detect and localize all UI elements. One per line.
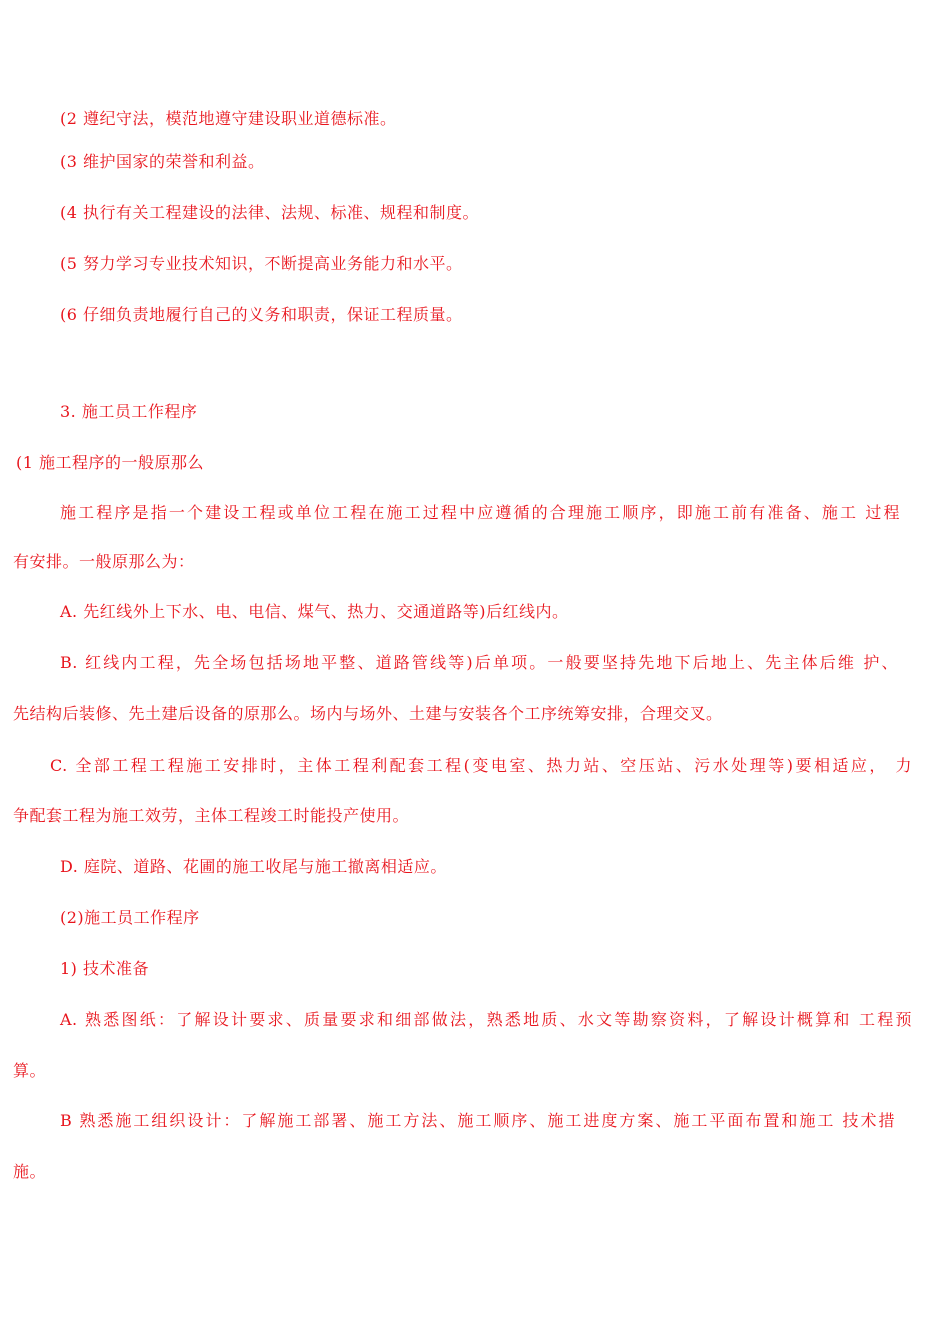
principle-item-b: B. 红线内工程，先全场包括场地平整、道路管线等)后单项。一般要坚持先地下后地上、先主体后维 护、	[60, 653, 898, 672]
principle-item-c: C. 全部工程工程施工安排时，主体工程利配套工程(变电室、热力站、空压站、污水处理等)要相适应， 力	[50, 756, 912, 775]
subheading-2: (2)施工员工作程序	[60, 908, 200, 927]
prep-item-a-cont: 算。	[13, 1061, 47, 1080]
section-heading-3: 3. 施工员工作程序	[60, 402, 198, 421]
prep-item-b-cont: 施。	[13, 1162, 47, 1181]
paragraph-line: 施工程序是指一个建设工程或单位工程在施工过程中应遵循的合理施工顺序，即施工前有准备、施工 过程	[60, 503, 900, 522]
subheading-1: (1 施工程序的一般原那么	[16, 453, 205, 472]
duty-item-6: (6 仔细负责地履行自己的义务和职责，保证工程质量。	[60, 305, 463, 324]
prep-item-b: B 熟悉施工组织设计：了解施工部署、施工方法、施工顺序、施工进度方案、施工平面布置和施工 技术措	[60, 1111, 895, 1130]
principle-item-b-cont: 先结构后装修、先土建后设备的原那么。场内与场外、土建与安装各个工序统筹安排，合理交叉。	[13, 704, 723, 723]
prep-item-a: A. 熟悉图纸：了解设计要求、质量要求和细部做法，熟悉地质、水文等勘察资料，了解设计概算和 工程预	[60, 1010, 912, 1029]
paragraph-line: 有安排。一般原那么为：	[13, 552, 195, 571]
principle-item-a: A. 先红线外上下水、电、电信、煤气、热力、交通道路等)后红线内。	[60, 602, 569, 621]
principle-item-c-cont: 争配套工程为施工效劳，主体工程竣工时能投产使用。	[13, 806, 410, 825]
duty-item-3: (3 维护国家的荣誉和利益。	[60, 152, 265, 171]
duty-item-2: (2 遵纪守法，模范地遵守建设职业道德标准。	[60, 109, 397, 128]
principle-item-d: D. 庭院、道路、花圃的施工收尾与施工撤离相适应。	[60, 857, 447, 876]
duty-item-5: (5 努力学习专业技术知识，不断提高业务能力和水平。	[60, 254, 463, 273]
duty-item-4: (4 执行有关工程建设的法律、法规、标准、规程和制度。	[60, 203, 480, 222]
subheading-2-1: 1) 技术准备	[60, 959, 150, 978]
